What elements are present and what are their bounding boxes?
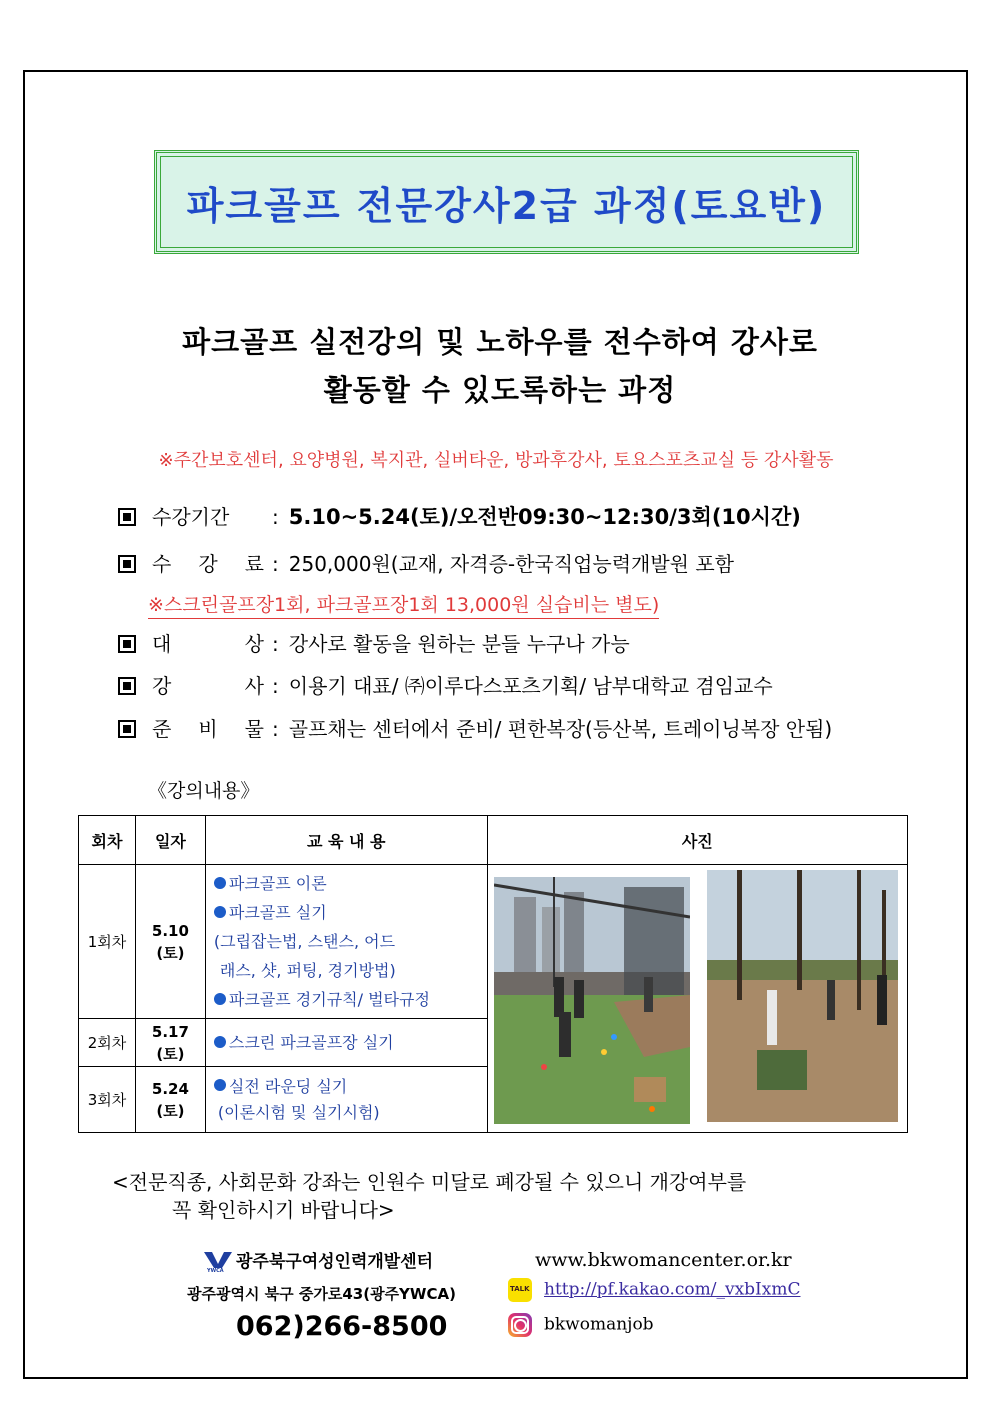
header-content: 교 육 내 용 [205,816,487,865]
info-value: 강사로 활동을 원하는 분들 누구나 가능 [288,632,630,656]
content-cell: 파크골프 이론 파크골프 실기 (그립잡는법, 스탠스, 어드 래스, 샷, 퍼팅, 경기방법) 파크골프 경기규칙/ 벌타규정 [205,865,487,1019]
bullet-dot-icon [214,993,226,1005]
info-label: 수강기간 [152,505,230,529]
bullet-dot-icon [214,1036,226,1048]
fee-note: ※스크린골프장1회, 파크골프장1회 13,000원 실습비는 별도) [148,590,659,619]
square-bullet-icon [118,677,136,695]
subtitle-line-1: 파크골프 실전강의 및 노하우를 전수하여 강사로 [182,325,818,359]
date-cell: 5.10 (토) [135,865,205,1019]
info-instructor: 강 사 : 이용기 대표/ ㈜이루다스포츠기획/ 남부대학교 겸임교수 [118,670,773,699]
square-bullet-icon [118,555,136,573]
info-label: 수 강 료 [152,552,264,576]
info-fee: 수 강 료 : 250,000원(교재, 자격증-한국직업능력개발원 포함 [118,548,734,577]
info-label: 대 상 [152,632,264,656]
kakao-talk-icon [508,1278,532,1302]
table-header-row [79,816,908,865]
svg-text:YWCA: YWCA [207,1268,224,1272]
bullet-dot-icon [214,906,226,918]
kakao-link[interactable]: http://pf.kakao.com/_vxbIxmC [544,1279,801,1300]
session-cell: 1회차 [79,865,136,1019]
square-bullet-icon [118,635,136,653]
info-value: 5.10~5.24(토)/오전반09:30~12:30/3회(10시간) [288,505,801,529]
square-bullet-icon [118,508,136,526]
square-bullet-icon [118,720,136,738]
page-title: 파크골프 전문강사2급 과정(토요반) [186,183,827,228]
date-cell: 5.24 (토) [135,1067,205,1133]
section-heading: 《강의내용》 [148,780,260,802]
footer-note: <전문직종, 사회문화 강좌는 인원수 미달로 폐강될 수 있으니 개강여부를 꼭 확인하시기 바랍니다> [112,1170,747,1222]
content-cell: 실전 라운딩 실기 (이론시험 및 실기시험) [205,1067,487,1133]
content-cell: 스크린 파크골프장 실기 [205,1019,487,1067]
phone-number: 062)266-8500 [236,1311,448,1342]
header-photo: 사진 [487,816,907,865]
outdoor-field-photo [707,870,898,1122]
date-cell: 5.17 (토) [135,1019,205,1067]
info-target: 대 상 : 강사로 활동을 원하는 분들 누구나 가능 [118,628,630,657]
session-cell: 2회차 [79,1019,136,1067]
instagram-icon [508,1313,532,1337]
info-supplies: 준 비 물 : 골프채는 센터에서 준비/ 편한복장(등산복, 트레이닝복장 안됨) [118,713,832,742]
kakao-row [508,1278,800,1302]
instagram-handle: bkwomanjob [544,1314,654,1335]
rooftop-practice-photo [494,877,690,1124]
center-name: YWCA 광주북구여성인력개발센터 [204,1247,433,1272]
activity-note: ※주간보호센터, 요양병원, 복지관, 실버타운, 방과후강사, 토요스포츠교실 등 강사활동 [158,450,834,471]
ywca-logo-icon [204,1252,232,1272]
header-date: 일자 [135,816,205,865]
bullet-dot-icon [214,877,226,889]
header-session: 회차 [79,816,136,865]
info-value: 이용기 대표/ ㈜이루다스포츠기획/ 남부대학교 겸임교수 [288,674,773,698]
info-label: 강 사 [152,674,264,698]
info-label: 준 비 물 [152,717,264,741]
subtitle-line-2: 활동할 수 있도록하는 과정 [323,373,677,407]
title-banner [154,150,859,254]
address: 광주광역시 북구 중가로43(광주YWCA) [187,1285,456,1303]
info-period: 수강기간 : 5.10~5.24(토)/오전반09:30~12:30/3회(10시간) [118,501,801,531]
instagram-row [508,1313,654,1337]
session-cell: 3회차 [79,1067,136,1133]
info-value: 골프채는 센터에서 준비/ 편한복장(등산복, 트레이닝복장 안됨) [288,717,833,741]
bullet-dot-icon [214,1079,226,1091]
website: www.bkwomancenter.or.kr [535,1249,792,1271]
info-value: 250,000원(교재, 자격증-한국직업능력개발원 포함 [288,552,734,576]
